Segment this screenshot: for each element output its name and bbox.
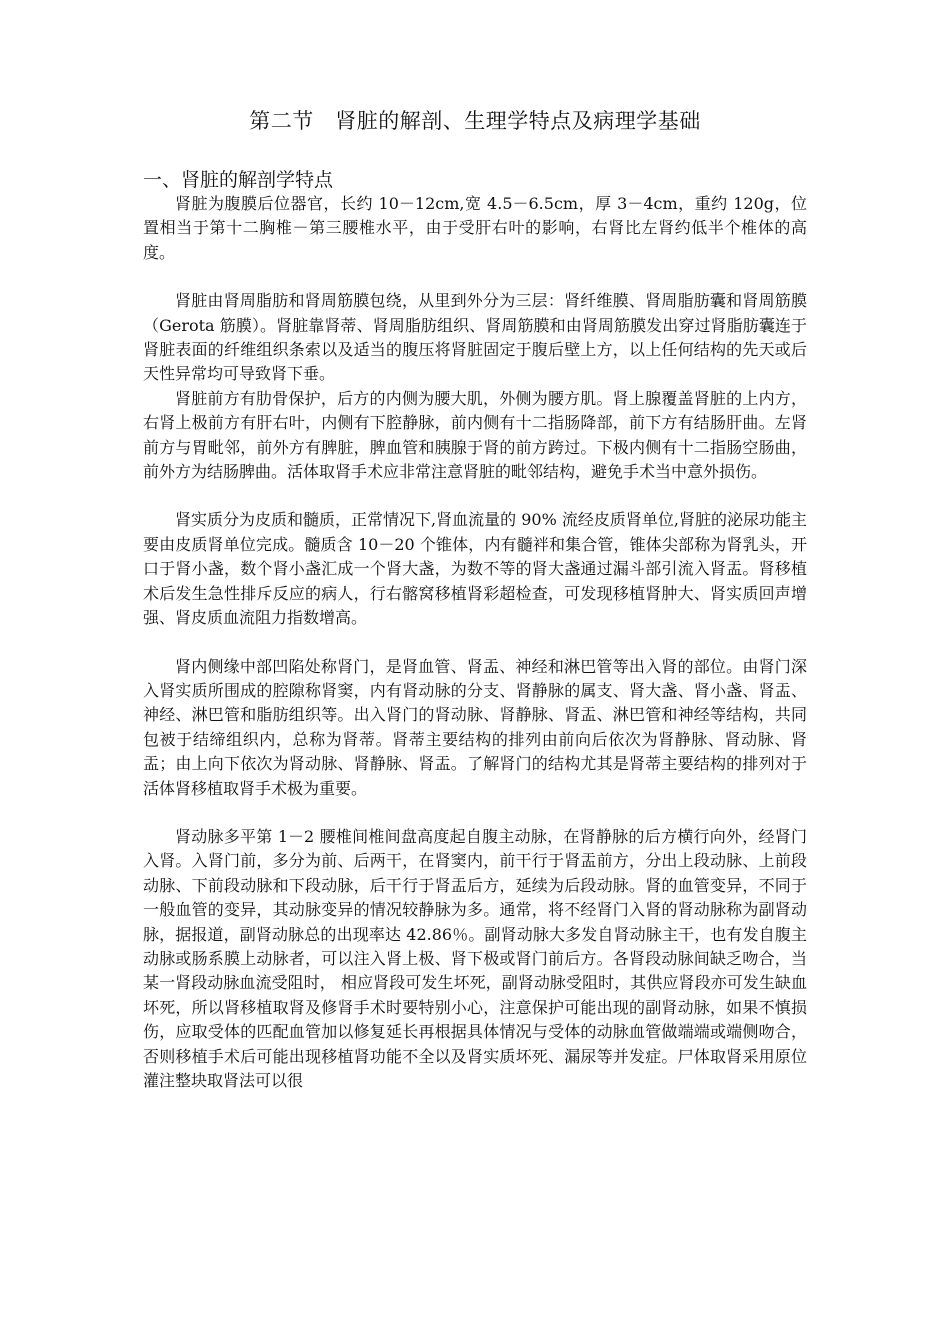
paragraph-2: 肾脏由肾周脂肪和肾周筋膜包绕，从里到外分为三层：肾纤维膜、肾周脂肪囊和肾周筋膜（Gerota 筋膜）。肾脏靠肾蒂、肾周脂肪组织、肾周筋膜和由肾周筋膜发出穿过肾脂肪囊连于肾脏表面的纤维组织条索以及适当的腹压将肾脏固定于腹后壁上方，以上任何结构的先天或后天性异常均可导致肾下垂。	[143, 291, 807, 384]
section-heading: 一、肾脏的解剖学特点	[143, 169, 334, 191]
paragraph-3: 肾脏前方有肋骨保护，后方的内侧为腰大肌，外侧为腰方肌。肾上腺覆盖肾脏的上内方，右肾上极前方有肝右叶，内侧有下腔静脉，前内侧有十二指肠降部，前下方有结肠肝曲。左肾前方与胃毗邻，前外方有脾脏，脾血管和胰腺于肾的前方跨过。下极内侧有十二指肠空肠曲，前外方为结肠脾曲。活体取肾手术应非常注意肾脏的毗邻结构，避免手术当中意外损伤。	[143, 388, 807, 482]
paragraph-6: 肾动脉多平第 1－2 腰椎间椎间盘高度起自腹主动脉，在肾静脉的后方横行向外，经肾门入肾。入肾门前，多分为前、后两干，在肾窦内，前干行于肾盂前方，分出上段动脉、上前段动脉、下前段动脉和下段动脉，后干行于肾盂后方，延续为后段动脉。肾的血管变异，不同于一般血管的变异，其动脉变异的情况较静脉为多。通常，将不经肾门入肾的肾动脉称为副肾动脉，据报道，副肾动脉总的出现率达 42.86％。副肾动脉大多发自肾动脉主干，也有发自腹主动脉或肠系膜上动脉者，可以注入肾上极、肾下极或肾门前后方。各肾段动脉间缺乏吻合，当某一肾段动脉血流受阻时， 相应肾段可发生坏死，副肾动脉受阻时，其供应肾段亦可发生缺血坏死，所以肾移植取肾及修肾手术时要特别小心，注意保护可能出现的副肾动脉，如果不慎损伤，应取受体的匹配血管加以修复延长再根据具体情况与受体的动脉血管做端端或端侧吻合，否则移植手术后可能出现移植肾功能不全以及肾实质坏死、漏尿等并发症。尸体取肾采用原位灌注整块取肾法可以很	[143, 826, 807, 1090]
document-page	[143, 106, 807, 1093]
paragraph-5: 肾内侧缘中部凹陷处称肾门，是肾血管、肾盂、神经和淋巴管等出入肾的部位。由肾门深入肾实质所围成的腔隙称肾窦，内有肾动脉的分支、肾静脉的属支、肾大盏、肾小盏、肾盂、神经、淋巴管和脂肪组织等。出入肾门的肾动脉、肾静脉、肾盂、淋巴管和神经等结构，共同包被于结缔组织内，总称为肾蒂。肾蒂主要结构的排列由前向后依次为肾静脉、肾动脉、肾盂；由上向下依次为肾动脉、肾静脉、肾盂。了解肾门的结构尤其是肾蒂主要结构的排列对于活体肾移植取肾手术极为重要。	[143, 656, 807, 798]
page-title: 第二节 肾脏的解剖、生理学特点及病理学基础	[249, 109, 701, 133]
paragraph-4: 肾实质分为皮质和髓质，正常情况下,肾血流量的 90% 流经皮质肾单位,肾脏的泌尿功能主要由皮质肾单位完成。髓质含 10－20 个锥体，内有髓袢和集合管，锥体尖部称为肾乳头，开口于肾小盏，数个肾小盏汇成一个肾大盏，为数不等的肾大盏通过漏斗部引流入肾盂。肾移植术后发生急性排斥反应的病人，行右髂窝移植肾彩超检查，可发现移植肾肿大、肾实质回声增强、肾皮质血流阻力指数增高。	[143, 510, 807, 628]
paragraph-1: 肾脏为腹膜后位器官，长约 10－12cm,宽 4.5－6.5cm，厚 3－4cm，重约 120g，位置相当于第十二胸椎－第三腰椎水平，由于受肝右叶的影响，右肾比左肾约低半个椎体的高度。	[143, 194, 807, 262]
